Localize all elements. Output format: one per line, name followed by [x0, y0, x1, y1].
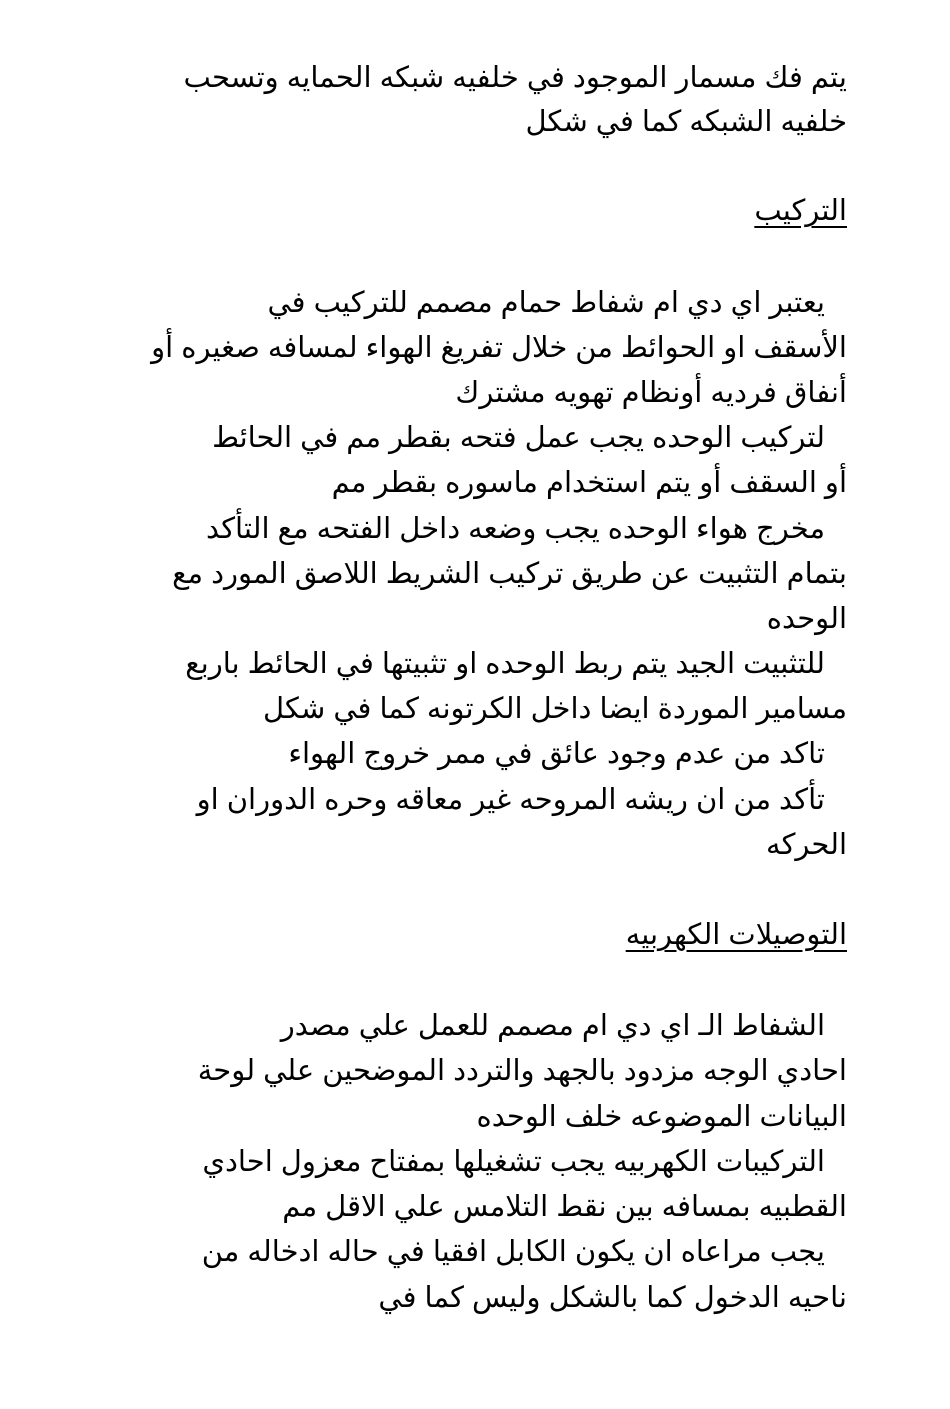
installation-line-13: الحركه: [766, 829, 847, 861]
electrical-line-4: التركيبات الكهربيه يجب تشغيلها بمفتاح معزول احادي: [202, 1146, 825, 1178]
installation-line-3: أنفاق فرديه أونظام تهويه مشترك: [455, 377, 847, 409]
installation-line-12: تأكد من ان ريشه المروحه غير معاقه وحره الدوران او: [196, 784, 825, 816]
intro-line-2: خلفيه الشبكه كما في شكل: [525, 106, 847, 138]
installation-line-8: الوحده: [766, 603, 847, 635]
installation-line-9: للتثبيت الجيد يتم ربط الوحده او تثبيتها في الحائط باربع: [185, 648, 825, 680]
electrical-line-3: البيانات الموضوعه خلف الوحده: [476, 1101, 847, 1133]
electrical-line-1: الشفاط الـ اي دي ام مصمم للعمل علي مصدر: [280, 1010, 825, 1042]
installation-heading: التركيب: [754, 195, 847, 227]
electrical-line-5: القطبيه بمسافه بين نقط التلامس علي الاقل مم: [282, 1191, 847, 1223]
electrical-line-2: احادي الوجه مزدود بالجهد والتردد الموضحين علي لوحة: [197, 1055, 847, 1087]
installation-line-6: مخرج هواء الوحده يجب وضعه داخل الفتحه مع التأكد: [206, 513, 825, 545]
electrical-line-7: ناحيه الدخول كما بالشكل وليس كما في: [378, 1282, 847, 1314]
intro-line-1: يتم فك مسمار الموجود في خلفيه شبكه الحمايه وتسحب: [183, 62, 847, 94]
installation-line-1: يعتبر اي دي ام شفاط حمام مصمم للتركيب في: [267, 287, 825, 319]
installation-line-2: الأسقف او الحوائط من خلال تفريغ الهواء لمسافه صغيره أو: [151, 332, 847, 364]
installation-line-5: أو السقف أو يتم استخدام ماسوره بقطر مم: [331, 467, 847, 499]
installation-line-10: مسامير الموردة ايضا داخل الكرتونه كما في شكل: [263, 693, 847, 725]
installation-line-11: تاكد من عدم وجود عائق في ممر خروج الهواء: [288, 738, 825, 770]
installation-line-7: بتمام التثبيت عن طريق تركيب الشريط اللاصق المورد مع: [172, 558, 847, 590]
electrical-line-6: يجب مراعاه ان يكون الكابل افقيا في حاله ادخاله من: [201, 1236, 825, 1268]
electrical-heading: التوصيلات الكهربيه: [625, 919, 847, 951]
installation-line-4: لتركيب الوحده يجب عمل فتحه بقطر مم في الحائط: [212, 422, 825, 454]
